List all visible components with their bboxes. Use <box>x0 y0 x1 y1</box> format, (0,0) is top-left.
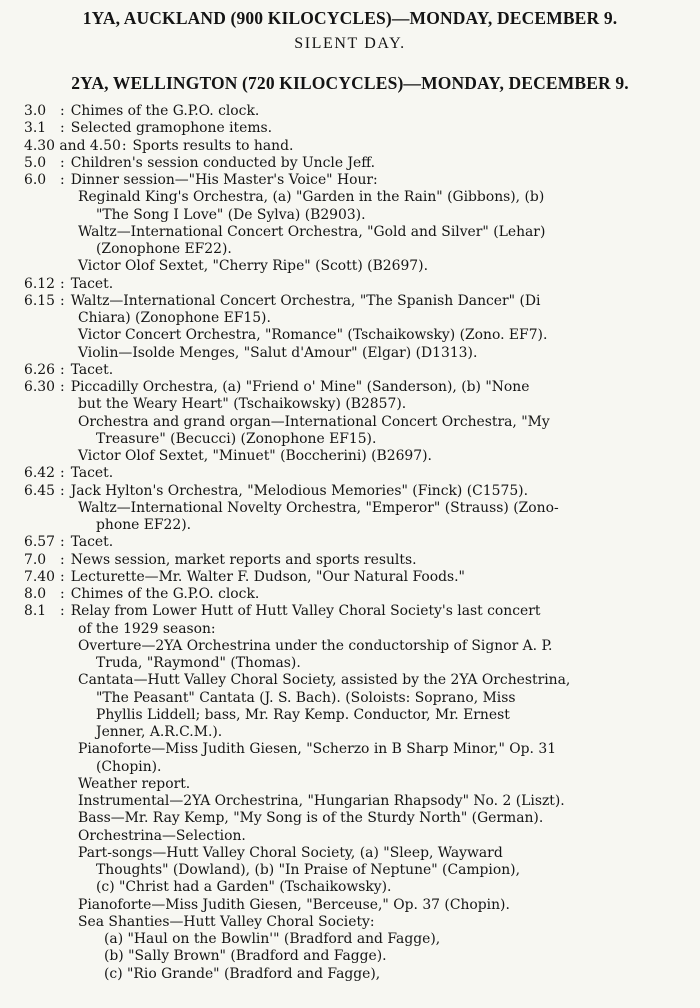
station-2ya-heading: 2YA, WELLINGTON (720 KILOCYCLES)—MONDAY, DECEMBER 9. <box>71 73 629 93</box>
programme-item: Orchestra and grand organ—International Concert Orchestra, "My <box>78 413 550 430</box>
schedule-entry <box>0 103 700 120</box>
programme-item-continuation: "The Peasant" Cantata (J. S. Bach). (Soloists: Soprano, Miss <box>96 689 516 706</box>
entry-text: Jack Hylton's Orchestra, "Melodious Memories" (Finck) (C1575). <box>70 482 528 499</box>
entry-time: 3.1 <box>24 120 47 137</box>
entry-text: Children's session conducted by Uncle Jeff. <box>70 154 376 171</box>
entry-separator: : <box>60 292 65 309</box>
programme-item: Waltz—International Novelty Orchestra, "Emperor" (Strauss) (Zono- <box>78 499 559 516</box>
programme-listing <box>0 103 700 983</box>
entry-text: Piccadilly Orchestra, (a) "Friend o' Mine" (Sanderson), (b) "None <box>70 379 530 395</box>
programme-item-continuation: Treasure" (Becucci) (Zonophone EF15). <box>96 430 377 447</box>
entry-text: Dinner session—"His Master's Voice" Hour: <box>70 172 378 188</box>
entry-time: 6.12 <box>24 275 55 292</box>
entry-separator: : <box>60 172 65 188</box>
entry-continuation: Chiara) (Zonophone EF15). <box>78 310 271 326</box>
entry-time: 6.57 <box>24 534 55 551</box>
entry-separator: : <box>60 379 65 395</box>
programme-item-continuation: Jenner, A.R.C.M.). <box>96 724 223 740</box>
schedule-entry <box>0 276 700 293</box>
entry-separator: : <box>121 137 127 154</box>
entry-time: 6.0 <box>24 172 47 188</box>
entry-time: 6.42 <box>24 465 55 482</box>
schedule-entry <box>0 534 700 551</box>
entry-separator: : <box>60 154 65 171</box>
entry-text: Lecturette—Mr. Walter F. Dudson, "Our Natural Foods." <box>70 568 465 585</box>
entry-text: Chimes of the G.P.O. clock. <box>70 103 260 119</box>
programme-item: Victor Olof Sextet, "Minuet" (Boccherini) (B2697). <box>78 448 432 464</box>
programme-item-continuation: "The Song I Love" (De Sylva) (B2903). <box>96 206 366 223</box>
schedule-entry <box>0 362 700 379</box>
programme-item-continuation: Thoughts" (Dowland), (b) "In Praise of Neptune" (Campion), <box>96 862 521 878</box>
schedule-entry <box>0 552 700 569</box>
programme-item-continuation: (Chopin). <box>96 758 162 775</box>
programme-item: Reginald King's Orchestra, (a) "Garden in the Rain" (Gibbons), (b) <box>78 189 545 206</box>
schedule-entry <box>0 603 700 620</box>
entry-separator: : <box>60 103 65 119</box>
programme-item: Cantata—Hutt Valley Choral Society, assisted by the 2YA Orchestrina, <box>78 672 571 689</box>
entry-separator: : <box>60 551 65 568</box>
entry-text: Selected gramophone items. <box>70 120 273 137</box>
shanty-item: (b) "Sally Brown" (Bradford and Fagge). <box>104 948 387 965</box>
entry-time: 5.0 <box>24 154 47 171</box>
entry-separator: : <box>60 361 65 378</box>
schedule-entry <box>0 586 700 603</box>
entry-separator: : <box>60 275 65 292</box>
entry-text: Chimes of the G.P.O. clock. <box>70 586 260 602</box>
entry-text: Tacet. <box>70 465 114 482</box>
entry-text: Relay from Lower Hutt of Hutt Valley Choral Society's last concert <box>70 603 541 620</box>
programme-item: Waltz—International Concert Orchestra, "Gold and Silver" (Lehar) <box>78 223 546 240</box>
entry-text: Tacet. <box>70 361 114 378</box>
shanty-item: (a) "Haul on the Bowlin'" (Bradford and Fagge), <box>104 931 441 947</box>
shanty-item: (c) "Rio Grande" (Bradford and Fagge), <box>104 965 381 982</box>
schedule-entry <box>0 465 700 482</box>
programme-item-continuation: Phyllis Liddell; bass, Mr. Ray Kemp. Conductor, Mr. Ernest <box>96 706 510 723</box>
schedule-entry <box>0 483 700 500</box>
entry-separator: : <box>60 534 65 551</box>
entry-text: Tacet. <box>70 275 114 292</box>
entry-text: Sports results to hand. <box>132 137 294 154</box>
schedule-entry <box>0 569 700 586</box>
programme-item: Weather report. <box>78 775 191 792</box>
entry-separator: : <box>60 120 65 137</box>
entry-time: 3.0 <box>24 103 47 119</box>
entry-time: 6.30 <box>24 379 55 395</box>
programme-item: Pianoforte—Miss Judith Giesen, "Berceuse," Op. 37 (Chopin). <box>78 896 510 913</box>
entry-time: 8.0 <box>24 586 47 602</box>
programme-item-continuation: (Zonophone EF22). <box>96 241 232 257</box>
programme-item: Victor Concert Orchestra, "Romance" (Tschaikowsky) (Zono. EF7). <box>78 327 548 344</box>
programme-item: Pianoforte—Miss Judith Giesen, "Scherzo in B Sharp Minor," Op. 31 <box>78 741 557 758</box>
entry-time: 4.30 and 4.50 <box>24 137 121 154</box>
silent-day-note: SILENT DAY. <box>294 35 406 52</box>
entry-text: News session, market reports and sports results. <box>70 551 417 568</box>
entry-time: 6.26 <box>24 361 55 378</box>
entry-separator: : <box>60 586 65 602</box>
entry-time: 7.40 <box>24 568 55 585</box>
schedule-entry <box>0 172 700 189</box>
entry-separator: : <box>60 465 65 482</box>
programme-item: Violin—Isolde Menges, "Salut d'Amour" (Elgar) (D1313). <box>78 344 478 361</box>
programme-item: Sea Shanties—Hutt Valley Choral Society: <box>78 913 375 930</box>
programme-item: Bass—Mr. Ray Kemp, "My Song is of the Sturdy North" (German). <box>78 810 544 827</box>
schedule-entry <box>0 155 700 172</box>
entry-continuation: but the Weary Heart" (Tschaikowsky) (B2857). <box>78 396 407 413</box>
entry-time: 7.0 <box>24 551 47 568</box>
entry-time: 6.45 <box>24 482 55 499</box>
programme-item: Orchestrina—Selection. <box>78 827 246 844</box>
programme-item-continuation: (c) "Christ had a Garden" (Tschaikowsky). <box>96 879 392 896</box>
schedule-entry <box>0 120 700 137</box>
entry-separator: : <box>60 482 65 499</box>
programme-item: Instrumental—2YA Orchestrina, "Hungarian Rhapsody" No. 2 (Liszt). <box>78 793 565 809</box>
programme-item: Victor Olof Sextet, "Cherry Ripe" (Scott) (B2697). <box>78 258 428 275</box>
entry-separator: : <box>60 603 65 620</box>
schedule-entry <box>0 138 700 155</box>
schedule-entry <box>0 293 700 310</box>
station-1ya-heading: 1YA, AUCKLAND (900 KILOCYCLES)—MONDAY, DECEMBER 9. <box>82 8 618 28</box>
entry-separator: : <box>60 568 65 585</box>
entry-time: 8.1 <box>24 603 47 620</box>
entry-text: Tacet. <box>70 534 114 551</box>
programme-item: Overture—2YA Orchestrina under the conductorship of Signor A. P. <box>78 637 553 654</box>
programme-item-continuation: Truda, "Raymond" (Thomas). <box>96 655 301 671</box>
programme-item: Part-songs—Hutt Valley Choral Society, (a) "Sleep, Wayward <box>78 844 503 861</box>
entry-continuation: of the 1929 season: <box>78 620 216 637</box>
schedule-entry <box>0 379 700 396</box>
entry-text: Waltz—International Concert Orchestra, "The Spanish Dancer" (Di <box>70 292 541 309</box>
programme-item-continuation: phone EF22). <box>96 517 192 533</box>
entry-time: 6.15 <box>24 292 55 309</box>
